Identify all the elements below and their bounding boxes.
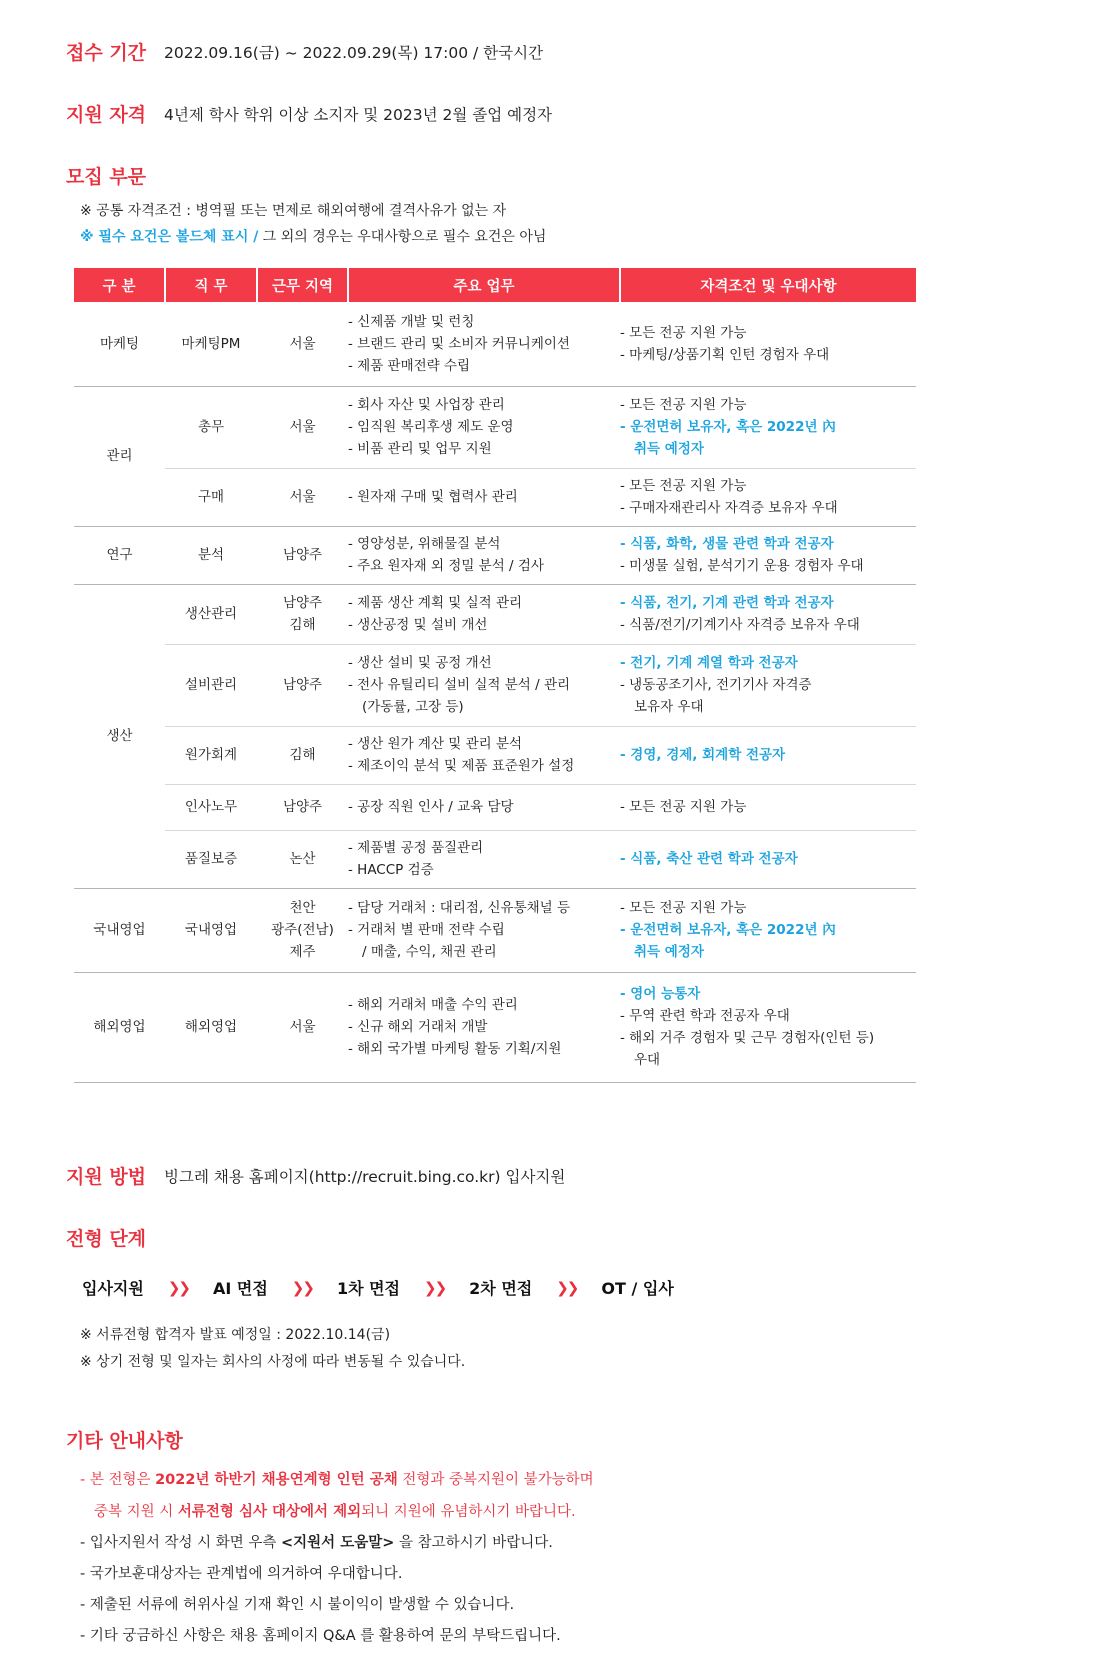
etc-line-qna: - 기타 궁금하신 사항은 채용 홈페이지 Q&A 를 활용하여 문의 부탁드립니다. [80, 1628, 561, 1644]
row-duties [348, 830, 620, 888]
etc-text: 을 참고하시기 바랍니다. [394, 1535, 553, 1551]
process-note-change: ※ 상기 전형 및 일자는 회사의 사정에 따라 변동될 수 있습니다. [80, 1354, 466, 1370]
table-row [74, 726, 916, 784]
row-location: 남양주 [257, 644, 348, 726]
step-apply: 입사지원 [82, 1279, 144, 1298]
row-duties [348, 526, 620, 584]
step-ot-join: OT / 입사 [601, 1279, 674, 1298]
process-row [66, 1224, 146, 1251]
step-first-interview: 1차 면접 [336, 1279, 401, 1298]
table-row [74, 386, 916, 468]
step-ai-interview: AI 면접 [212, 1279, 268, 1298]
row-location: 김해 [257, 726, 348, 784]
row-division: 국내영업 [74, 888, 165, 972]
qual-line: - 모든 전공 지원 가능 [620, 478, 747, 494]
required-note-bold: ※ 필수 요건은 볼드체 표시 / [80, 229, 259, 245]
table-row [74, 644, 916, 726]
table-row [74, 302, 916, 386]
row-location: 남양주 [257, 784, 348, 830]
row-job: 마케팅PM [165, 302, 257, 386]
etc-line-exclusion [94, 1500, 576, 1521]
etc-row [66, 1426, 183, 1453]
row-qualifications [620, 644, 916, 726]
location-line: 광주(전남) [271, 922, 334, 938]
row-location: 서울 [257, 302, 348, 386]
header-division: 구 분 [74, 268, 165, 302]
qual-line-required: 취득 예정자 [634, 441, 704, 457]
required-note-rest: 그 외의 경우는 우대사항으로 필수 요건은 아님 [258, 229, 547, 245]
row-duties [348, 584, 620, 644]
row-job: 설비관리 [165, 644, 257, 726]
row-division: 해외영업 [74, 972, 165, 1082]
duty-line: - 회사 자산 및 사업장 관리 [348, 397, 505, 413]
chevron-double-right-icon: ❯❯ [291, 1278, 313, 1297]
row-duties [348, 784, 620, 830]
row-qualifications [620, 888, 916, 972]
location-line: 남양주 [282, 595, 323, 611]
row-division: 마케팅 [74, 302, 165, 386]
etc-text: - 본 전형은 [80, 1472, 156, 1488]
row-job: 국내영업 [165, 888, 257, 972]
row-location: 논산 [257, 830, 348, 888]
row-job: 총무 [165, 386, 257, 468]
duty-line: - 해외 거래처 매출 수익 관리 [348, 997, 518, 1013]
duty-line: - 생산 원가 계산 및 관리 분석 [348, 736, 523, 752]
location-line: 천안 [289, 900, 316, 916]
row-location [257, 888, 348, 972]
row-location: 서울 [257, 386, 348, 468]
process-note-announce: ※ 서류전형 합격자 발표 예정일 : 2022.10.14(금) [80, 1327, 391, 1343]
row-qualifications [620, 386, 916, 468]
duty-line: - 신규 해외 거래처 개발 [348, 1019, 488, 1035]
etc-text: 중복 지원 시 [94, 1504, 178, 1520]
qual-line: - 모든 전공 지원 가능 [620, 900, 747, 916]
header-qualifications: 자격조건 및 우대사항 [620, 268, 916, 302]
etc-text: - 입사지원서 작성 시 화면 우측 [80, 1535, 281, 1551]
qual-line-required: - 운전면허 보유자, 혹은 2022년 內 [620, 419, 836, 435]
table-row [74, 830, 916, 888]
qual-line-required: - 경영, 경제, 회계학 전공자 [620, 747, 786, 763]
duty-line: - 주요 원자재 외 정밀 분석 / 검사 [348, 558, 544, 574]
row-job: 원가회계 [165, 726, 257, 784]
etc-text: 되니 지원에 유념하시기 바랍니다. [361, 1504, 576, 1520]
period-title: 접수 기간 [66, 42, 147, 64]
row-job: 구매 [165, 468, 257, 526]
qual-line: - 해외 거주 경험자 및 근무 경험자(인턴 등) [620, 1030, 875, 1046]
table-row [74, 972, 916, 1082]
header-job: 직 무 [165, 268, 257, 302]
row-qualifications [620, 830, 916, 888]
duty-line: (가동률, 고장 등) [362, 699, 464, 715]
etc-text: 전형과 중복지원이 불가능하며 [397, 1472, 594, 1488]
method-value: 빙그레 채용 홈페이지(http://recruit.bing.co.kr) 입사지원 [164, 1167, 566, 1186]
duty-line: - 신제품 개발 및 런칭 [348, 313, 475, 330]
duty-line: / 매출, 수익, 채권 관리 [362, 944, 497, 960]
qual-line: - 모든 전공 지원 가능 [620, 324, 747, 341]
method-title: 지원 방법 [66, 1166, 147, 1188]
duty-line: - 영양성분, 위해물질 분석 [348, 536, 501, 552]
eligibility-value: 4년제 학사 학위 이상 소지자 및 2023년 2월 졸업 예정자 [164, 105, 553, 124]
chevron-double-right-icon: ❯❯ [556, 1278, 578, 1297]
table-header-row [74, 268, 916, 302]
row-qualifications [620, 302, 916, 386]
duty-line: - 생산공정 및 설비 개선 [348, 617, 488, 633]
qual-line: - 무역 관련 학과 전공자 우대 [620, 1008, 790, 1024]
step-second-interview: 2차 면접 [469, 1279, 533, 1298]
row-duties [348, 386, 620, 468]
duty-line: - 브랜드 관리 및 소비자 커뮤니케이션 [348, 335, 570, 352]
duty-line: - 해외 국가별 마케팅 활동 기획/지원 [348, 1041, 562, 1057]
qual-line: - 모든 전공 지원 가능 [620, 799, 747, 815]
duty-line: - 비품 관리 및 업무 지원 [348, 441, 492, 457]
row-duties [348, 972, 620, 1082]
row-qualifications [620, 726, 916, 784]
qual-line-required: - 운전면허 보유자, 혹은 2022년 內 [620, 922, 836, 938]
etc-text-bold: <지원서 도움말> [280, 1535, 395, 1551]
eligibility-title: 지원 자격 [66, 104, 147, 126]
row-duties [348, 888, 620, 972]
qual-line-required: - 식품, 축산 관련 학과 전공자 [620, 851, 798, 867]
qual-line: - 구매자재관리사 자격증 보유자 우대 [620, 500, 838, 516]
header-location: 근무 지역 [257, 268, 348, 302]
qual-line: 우대 [634, 1052, 661, 1068]
duty-line: - 임직원 복리후생 제도 운영 [348, 419, 514, 435]
etc-title: 기타 안내사항 [66, 1430, 183, 1452]
process-steps [82, 1276, 674, 1299]
table-row [74, 888, 916, 972]
etc-line-help [80, 1531, 553, 1552]
duty-line: - 공장 직원 인사 / 교육 담당 [348, 799, 514, 815]
row-job: 해외영업 [165, 972, 257, 1082]
qual-line-required: 취득 예정자 [634, 944, 704, 960]
row-location [257, 584, 348, 644]
location-line: 김해 [289, 617, 316, 633]
row-division: 생산 [74, 584, 165, 888]
duty-line: - 전사 유틸리티 설비 실적 분석 / 관리 [348, 677, 571, 693]
row-qualifications [620, 526, 916, 584]
row-job: 품질보증 [165, 830, 257, 888]
row-job: 생산관리 [165, 584, 257, 644]
qual-line-required: - 식품, 화학, 생물 관련 학과 전공자 [620, 536, 834, 552]
qual-line: - 식품/전기/기계기사 자격증 보유자 우대 [620, 617, 860, 633]
eligibility-row [66, 100, 552, 127]
etc-line-false-info: - 제출된 서류에 허위사실 기재 확인 시 불이익이 발생할 수 있습니다. [80, 1597, 515, 1613]
process-title: 전형 단계 [66, 1228, 147, 1250]
row-duties [348, 726, 620, 784]
duty-line: - HACCP 검증 [348, 862, 434, 878]
duty-line: - 생산 설비 및 공정 개선 [348, 655, 492, 671]
table-row [74, 468, 916, 526]
duty-line: - 담당 거래처 : 대리점, 신유통채널 등 [348, 900, 571, 916]
recruit-note-required [80, 226, 546, 246]
table-row [74, 784, 916, 830]
recruit-table [74, 268, 916, 1083]
row-duties [348, 644, 620, 726]
chevron-double-right-icon: ❯❯ [167, 1278, 189, 1297]
duty-line: - 제품 생산 계획 및 실적 관리 [348, 595, 523, 611]
recruit-row [66, 162, 146, 189]
row-qualifications [620, 584, 916, 644]
duty-line: - 제품별 공정 품질관리 [348, 840, 484, 856]
row-qualifications [620, 784, 916, 830]
duty-line: - 제품 판매전략 수립 [348, 357, 471, 374]
location-line: 제주 [289, 944, 316, 960]
qual-line: - 미생물 실험, 분석기기 운용 경험자 우대 [620, 558, 864, 574]
qual-line-required: - 식품, 전기, 기계 관련 학과 전공자 [620, 595, 834, 611]
qual-line-required: - 영어 능통자 [620, 986, 701, 1002]
qual-line: - 모든 전공 지원 가능 [620, 397, 747, 413]
recruit-note-common: ※ 공통 자격조건 : 병역필 또는 면제로 해외여행에 결격사유가 없는 자 [80, 203, 507, 219]
row-location: 남양주 [257, 526, 348, 584]
recruit-title: 모집 부문 [66, 166, 147, 188]
period-value: 2022.09.16(금) ~ 2022.09.29(목) 17:00 / 한국시간 [164, 43, 544, 62]
row-qualifications [620, 972, 916, 1082]
header-duties: 주요 업무 [348, 268, 620, 302]
row-duties [348, 302, 620, 386]
table-row [74, 526, 916, 584]
etc-line-veterans: - 국가보훈대상자는 관계법에 의거하여 우대합니다. [80, 1566, 403, 1582]
row-division: 관리 [74, 386, 165, 526]
qual-line: - 냉동공조기사, 전기기사 자격증 [620, 677, 812, 693]
row-job: 분석 [165, 526, 257, 584]
etc-line-duplicate [80, 1468, 594, 1489]
qual-line: - 마케팅/상품기획 인턴 경험자 우대 [620, 346, 830, 363]
table-row [74, 584, 916, 644]
etc-text-bold: 2022년 하반기 채용연계형 인턴 공채 [155, 1472, 398, 1488]
row-job: 인사노무 [165, 784, 257, 830]
chevron-double-right-icon: ❯❯ [424, 1278, 446, 1297]
qual-line: 보유자 우대 [634, 699, 704, 715]
duty-line: - 원자재 구매 및 협력사 관리 [348, 489, 518, 505]
qual-line-required: - 전기, 기계 계열 학과 전공자 [620, 655, 798, 671]
period-row [66, 38, 543, 65]
row-division: 연구 [74, 526, 165, 584]
row-qualifications [620, 468, 916, 526]
row-location: 서울 [257, 468, 348, 526]
etc-text-bold: 서류전형 심사 대상에서 제외 [177, 1504, 362, 1520]
row-location: 서울 [257, 972, 348, 1082]
duty-line: - 거래처 별 판매 전략 수립 [348, 922, 505, 938]
duty-line: - 제조이익 분석 및 제품 표준원가 설정 [348, 758, 575, 774]
method-row [66, 1162, 565, 1189]
row-duties [348, 468, 620, 526]
